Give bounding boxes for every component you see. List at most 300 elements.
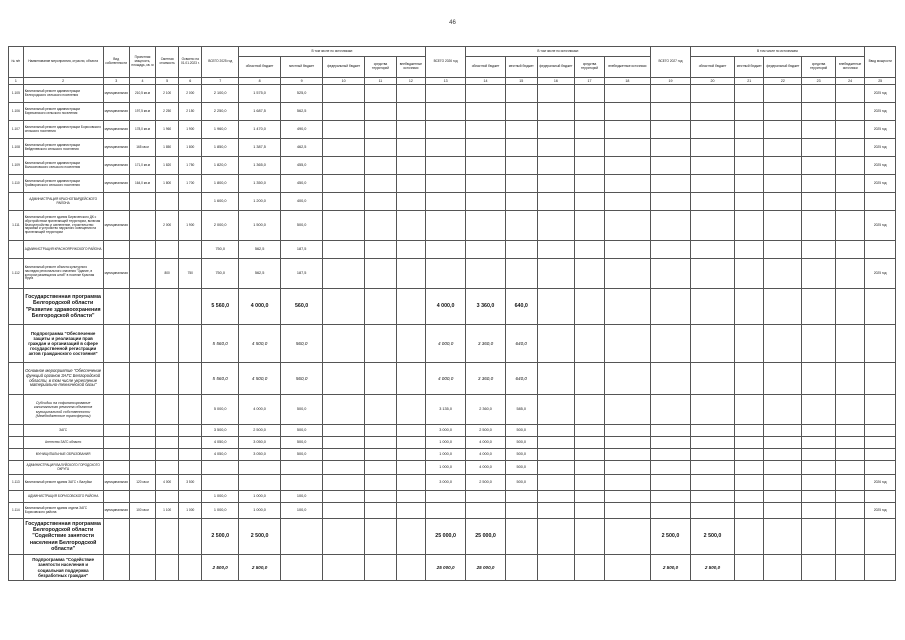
cell-local-2025: 400,0	[281, 193, 323, 211]
cell-regional-2025: 4 500,0	[239, 325, 281, 363]
row-cost: 4 000	[156, 475, 179, 491]
cell-regional-2027	[690, 85, 734, 103]
empty-cell	[835, 121, 864, 139]
column-number: 9	[281, 78, 323, 85]
table-row	[9, 121, 896, 139]
row-name: Капитальный ремонт здания ЗАГС г. Валуйки	[23, 475, 103, 491]
empty-cell	[651, 437, 691, 449]
cell-local-2026: 500,0	[505, 425, 537, 437]
cell-local-2025: 450,0	[281, 175, 323, 193]
table-row	[9, 85, 896, 103]
empty-cell	[396, 461, 425, 475]
cell-total-2026: 3 135,0	[426, 395, 466, 425]
empty-cell	[802, 461, 836, 475]
header-idx: № п/п	[9, 47, 24, 78]
row-completed: 2 000	[179, 85, 202, 103]
header-name: Наименование мероприятия, отрасли, объекта	[23, 47, 103, 78]
cell-local-2025: 500,0	[281, 437, 323, 449]
cell-regional-2025: 1 350,0	[239, 175, 281, 193]
cell-local-2025: 490,0	[281, 121, 323, 139]
header-local: местный бюджет	[735, 57, 764, 78]
cell-total-2025: 3 500,0	[202, 425, 239, 437]
cell-total-2027	[651, 103, 691, 121]
row-completed: 1 000	[179, 503, 202, 519]
empty-cell	[323, 175, 365, 193]
column-number: 1	[9, 78, 24, 85]
empty-cell	[323, 211, 365, 241]
empty-cell	[537, 157, 575, 175]
empty-cell	[735, 437, 764, 449]
cell-local-2027	[735, 259, 764, 289]
empty-cell	[575, 461, 604, 475]
row-commissioning: 2025 год	[865, 503, 896, 519]
row-name: Капитальный ремонт администрации Волоконовского сельского поселения	[23, 157, 103, 175]
header-territories: средства территорий	[365, 57, 397, 78]
cell-regional-2025: 2 500,0	[239, 425, 281, 437]
cell-regional-2025: 2 500,0	[239, 519, 281, 555]
cell-local-2025: 560,0	[281, 325, 323, 363]
empty-cell	[575, 175, 604, 193]
empty-cell	[802, 85, 836, 103]
cell-regional-2026	[466, 241, 506, 259]
empty-cell	[537, 85, 575, 103]
cell-total-2025: 1 000,0	[202, 503, 239, 519]
cell-regional-2026: 2 500,0	[466, 425, 506, 437]
empty-cell	[835, 103, 864, 121]
empty-cell	[537, 103, 575, 121]
cell-local-2026	[505, 139, 537, 157]
empty-cell	[690, 461, 734, 475]
cell-regional-2026: 4 000,0	[466, 461, 506, 475]
cell-total-2025: 2 100,0	[202, 85, 239, 103]
cell-regional-2027: 2 500,0	[690, 555, 734, 581]
cell-regional-2026: 2 360,0	[466, 395, 506, 425]
cell-local-2026: 640,0	[505, 289, 537, 325]
row-commissioning: 2025 год	[865, 157, 896, 175]
cell-regional-2025: 4 500,0	[239, 363, 281, 395]
event-row	[9, 395, 896, 425]
column-number: 11	[365, 78, 397, 85]
cell-local-2027	[735, 157, 764, 175]
cell-regional-2025: 1 365,0	[239, 157, 281, 175]
empty-cell	[156, 461, 179, 475]
cell-local-2026	[505, 259, 537, 289]
column-number: 2	[23, 78, 103, 85]
row-capacity	[129, 211, 155, 241]
column-number: 22	[764, 78, 802, 85]
cell-regional-2025: 1 500,0	[239, 211, 281, 241]
empty-cell	[323, 157, 365, 175]
empty-cell	[604, 241, 650, 259]
empty-cell	[323, 461, 365, 475]
empty-cell	[396, 211, 425, 241]
empty-cell	[179, 461, 202, 475]
empty-cell	[835, 157, 864, 175]
row-number: 1.112	[9, 259, 24, 289]
row-ownership: муниципальная	[103, 157, 129, 175]
cell-total-2025: 5 560,0	[202, 325, 239, 363]
row-commissioning: 2025 год	[865, 103, 896, 121]
cell-total-2026: 4 000,0	[426, 289, 466, 325]
cell-local-2026: 500,0	[505, 475, 537, 491]
row-number: 1.111	[9, 211, 24, 241]
empty-cell	[735, 449, 764, 461]
cell-regional-2025: 2 500,0	[239, 555, 281, 581]
row-ownership: муниципальная	[103, 503, 129, 519]
empty-cell	[651, 425, 691, 437]
empty-cell	[365, 193, 397, 211]
header-local: местный бюджет	[281, 57, 323, 78]
cell-regional-2027	[690, 103, 734, 121]
row-commissioning: 2025 год	[865, 139, 896, 157]
empty-cell	[604, 121, 650, 139]
subprogram-name: Подпрограмма "Содействие занятости населения и социальная поддержка безработных граждан"	[23, 555, 103, 581]
cell-regional-2025: 1 575,0	[239, 85, 281, 103]
cell-local-2025: 500,0	[281, 425, 323, 437]
table-row	[9, 475, 896, 491]
row-name: АДМИНИСТРАЦИЯ БОРИСОВСКОГО РАЙОНА	[23, 491, 103, 503]
empty-cell	[323, 103, 365, 121]
row-completed: 1 700	[179, 175, 202, 193]
header-incl-2: В том числе по источникам:	[466, 47, 651, 57]
column-number: 17	[575, 78, 604, 85]
table-row	[9, 103, 896, 121]
row-number: 1.106	[9, 103, 24, 121]
empty-cell	[537, 193, 575, 211]
cell-regional-2025: 562,5	[239, 259, 281, 289]
empty-cell	[365, 461, 397, 475]
cell-local-2025: 500,0	[281, 449, 323, 461]
cell-local-2025: 100,0	[281, 503, 323, 519]
cell-regional-2025: 562,5	[239, 241, 281, 259]
empty-cell	[835, 85, 864, 103]
row-commissioning: 2025 год	[865, 175, 896, 193]
cell-local-2027	[735, 193, 764, 211]
column-number: 15	[505, 78, 537, 85]
cell-local-2026: 500,0	[505, 461, 537, 475]
empty-cell	[604, 103, 650, 121]
empty-cell	[802, 425, 836, 437]
row-cost: 1 850	[156, 139, 179, 157]
empty-cell	[396, 241, 425, 259]
header-type: Вид собственности	[103, 47, 129, 78]
empty-cell	[764, 175, 802, 193]
cell-total-2025: 1 800,0	[202, 175, 239, 193]
cell-regional-2026	[466, 85, 506, 103]
row-number: 1.110	[9, 175, 24, 193]
table-row	[9, 193, 896, 211]
empty-cell	[604, 175, 650, 193]
row-cost: 2 000	[156, 211, 179, 241]
cell-total-2026: 3 000,0	[426, 475, 466, 491]
empty-cell	[365, 425, 397, 437]
cell-total-2026: 1 000,0	[426, 449, 466, 461]
row-commissioning	[865, 241, 896, 259]
cell-total-2025: 2 500,0	[202, 519, 239, 555]
cell-local-2025: 100,0	[281, 491, 323, 503]
row-cost: 800	[156, 259, 179, 289]
cell-total-2026	[426, 157, 466, 175]
empty-cell	[396, 193, 425, 211]
empty-cell	[575, 103, 604, 121]
empty-cell	[575, 425, 604, 437]
empty-cell	[764, 211, 802, 241]
column-number: 24	[835, 78, 864, 85]
empty-cell	[365, 103, 397, 121]
program-name: Государственная программа Белгородской области "Содействие занятости населения Белгородской области"	[23, 519, 103, 555]
empty-cell	[764, 437, 802, 449]
cell-total-2027: 2 500,0	[651, 555, 691, 581]
cell-local-2026	[505, 85, 537, 103]
empty-cell	[537, 211, 575, 241]
empty-cell	[103, 461, 129, 475]
cell-local-2026	[505, 157, 537, 175]
cell-total-2025: 2 250,0	[202, 103, 239, 121]
empty-cell	[537, 139, 575, 157]
empty-cell	[764, 449, 802, 461]
cell-total-2026: 1 000,0	[426, 461, 466, 475]
row-cost	[156, 193, 179, 211]
column-number: 13	[426, 78, 466, 85]
empty-cell	[764, 425, 802, 437]
column-number: 6	[179, 78, 202, 85]
cell-total-2025: 5 560,0	[202, 289, 239, 325]
empty-cell	[802, 259, 836, 289]
cell-total-2025: 5 000,0	[202, 395, 239, 425]
table-row	[9, 157, 896, 175]
empty-cell	[537, 461, 575, 475]
cell-local-2027	[735, 85, 764, 103]
column-number: 19	[651, 78, 691, 85]
table-row	[9, 449, 896, 461]
cell-total-2026	[426, 259, 466, 289]
cell-total-2026	[426, 85, 466, 103]
empty-cell	[129, 437, 155, 449]
empty-cell	[835, 425, 864, 437]
empty-cell	[103, 425, 129, 437]
cell-local-2025: 500,0	[281, 395, 323, 425]
cell-total-2025: 750,0	[202, 241, 239, 259]
cell-total-2027	[651, 193, 691, 211]
cell-local-2027	[735, 121, 764, 139]
empty-cell	[365, 211, 397, 241]
empty-cell	[396, 139, 425, 157]
cell-regional-2025: 1 687,5	[239, 103, 281, 121]
empty-cell	[802, 103, 836, 121]
empty-cell	[865, 449, 896, 461]
row-cost: 1 800	[156, 175, 179, 193]
empty-cell	[537, 259, 575, 289]
empty-cell	[537, 241, 575, 259]
empty-cell	[690, 449, 734, 461]
empty-cell	[537, 175, 575, 193]
empty-cell	[537, 121, 575, 139]
row-capacity: 197,5 кв.м	[129, 103, 155, 121]
empty-cell	[835, 437, 864, 449]
table-row	[9, 259, 896, 289]
empty-cell	[575, 259, 604, 289]
empty-cell	[764, 193, 802, 211]
empty-cell	[604, 139, 650, 157]
cell-regional-2026	[466, 121, 506, 139]
empty-cell	[396, 259, 425, 289]
empty-cell	[9, 437, 24, 449]
empty-cell	[835, 241, 864, 259]
page-number: 46	[449, 20, 456, 26]
cell-regional-2026	[466, 211, 506, 241]
empty-cell	[690, 437, 734, 449]
subprogram-row	[9, 325, 896, 363]
header-total-2025: ВСЕГО 2025 год	[202, 47, 239, 78]
cell-regional-2025: 1 000,0	[239, 503, 281, 519]
column-number: 25	[865, 78, 896, 85]
row-ownership: муниципальная	[103, 475, 129, 491]
cell-local-2025: 187,5	[281, 259, 323, 289]
cell-total-2026	[426, 211, 466, 241]
row-completed: 1 900	[179, 121, 202, 139]
empty-cell	[604, 461, 650, 475]
empty-cell	[9, 461, 24, 475]
event-name: Основное мероприятие "Обеспечение функций органов ЗАГС Белгородской области, в том числе укрепление материально-технической базы"	[23, 363, 103, 395]
cell-local-2026	[505, 193, 537, 211]
empty-cell	[764, 103, 802, 121]
header-extrabudget: внебюджетные источники	[604, 57, 650, 78]
empty-cell	[865, 437, 896, 449]
cell-local-2026: 585,0	[505, 395, 537, 425]
cell-total-2026: 4 000,0	[426, 325, 466, 363]
cell-regional-2026	[466, 103, 506, 121]
cell-total-2025: 1 600,0	[202, 193, 239, 211]
empty-cell	[365, 449, 397, 461]
row-name: Капитальный ремонт администрации Вейделевского сельского поселения	[23, 139, 103, 157]
cell-regional-2027	[690, 175, 734, 193]
empty-cell	[735, 425, 764, 437]
cell-local-2026	[505, 211, 537, 241]
cell-regional-2026: 3 360,0	[466, 289, 506, 325]
cell-local-2026: 640,0	[505, 325, 537, 363]
empty-cell	[396, 103, 425, 121]
empty-cell	[365, 437, 397, 449]
row-ownership: муниципальная	[103, 139, 129, 157]
empty-cell	[575, 437, 604, 449]
empty-cell	[323, 121, 365, 139]
cell-total-2027	[651, 175, 691, 193]
empty-cell	[802, 449, 836, 461]
row-ownership: муниципальная	[103, 85, 129, 103]
cell-regional-2025: 4 000,0	[239, 395, 281, 425]
empty-cell	[323, 193, 365, 211]
empty-cell	[575, 193, 604, 211]
cell-regional-2027	[690, 157, 734, 175]
event-row	[9, 363, 896, 395]
cell-local-2026: 640,0	[505, 363, 537, 395]
cell-total-2027	[651, 157, 691, 175]
table-row	[9, 425, 896, 437]
cell-local-2027	[735, 175, 764, 193]
table-row	[9, 503, 896, 519]
cell-local-2026	[505, 175, 537, 193]
empty-cell	[802, 193, 836, 211]
cell-total-2025: 4 050,0	[202, 437, 239, 449]
empty-cell	[764, 85, 802, 103]
empty-cell	[575, 121, 604, 139]
cell-regional-2026	[466, 139, 506, 157]
cell-regional-2026: 4 000,0	[466, 449, 506, 461]
column-number: 4	[129, 78, 155, 85]
row-number: 1.114	[9, 503, 24, 519]
empty-cell	[835, 449, 864, 461]
row-capacity: 100 кв.м	[129, 503, 155, 519]
cell-regional-2025: 1 470,0	[239, 121, 281, 139]
cell-local-2026: 500,0	[505, 437, 537, 449]
empty-cell	[103, 449, 129, 461]
cell-local-2027	[735, 103, 764, 121]
empty-cell	[323, 425, 365, 437]
cell-total-2027	[651, 139, 691, 157]
empty-cell	[764, 241, 802, 259]
empty-cell	[365, 121, 397, 139]
empty-cell	[802, 139, 836, 157]
empty-cell	[604, 437, 650, 449]
cell-local-2026	[505, 121, 537, 139]
empty-cell	[396, 157, 425, 175]
cell-total-2027	[651, 259, 691, 289]
table-row	[9, 139, 896, 157]
cell-total-2025	[202, 461, 239, 475]
empty-cell	[865, 425, 896, 437]
header-regional: областной бюджет	[239, 57, 281, 78]
empty-cell	[604, 425, 650, 437]
empty-cell	[156, 449, 179, 461]
table-row	[9, 437, 896, 449]
cell-total-2025: 1 000,0	[202, 491, 239, 503]
row-name: МУНИЦИПАЛЬНЫЕ ОБРАЗОВАНИЯ	[23, 449, 103, 461]
subprogram-name: Подпрограмма "Обеспечение защиты и реализации прав граждан и организаций в сфере государственной регистрации актов гражданского состояния"	[23, 325, 103, 363]
cell-total-2025: 2 000,0	[202, 211, 239, 241]
header-regional: областной бюджет	[466, 57, 506, 78]
cell-total-2027: 2 500,0	[651, 519, 691, 555]
empty-cell	[179, 425, 202, 437]
row-name: АДМИНИСТРАЦИЯ ВАЛУЙСКОГО ГОРОДСКОГО ОКРУГА	[23, 461, 103, 475]
row-number	[9, 193, 24, 211]
empty-cell	[9, 425, 24, 437]
cell-local-2025: 500,0	[281, 211, 323, 241]
row-name: ЗАГС	[23, 425, 103, 437]
cell-regional-2026: 4 000,0	[466, 437, 506, 449]
column-number: 23	[802, 78, 836, 85]
row-capacity: 120 кв.м	[129, 475, 155, 491]
cell-local-2025: 560,0	[281, 363, 323, 395]
cell-local-2025: 187,5	[281, 241, 323, 259]
cell-regional-2027	[690, 121, 734, 139]
empty-cell	[764, 157, 802, 175]
empty-cell	[365, 259, 397, 289]
empty-cell	[764, 461, 802, 475]
cell-total-2025: 5 560,0	[202, 363, 239, 395]
empty-cell	[396, 449, 425, 461]
empty-cell	[396, 425, 425, 437]
cell-regional-2027	[690, 259, 734, 289]
header-territories: средства территорий	[575, 57, 604, 78]
empty-cell	[156, 425, 179, 437]
row-ownership: муниципальная	[103, 259, 129, 289]
cell-regional-2027	[690, 241, 734, 259]
subprogram-row	[9, 555, 896, 581]
header-territories: средства территорий	[802, 57, 836, 78]
row-capacity: 171,0 кв.м	[129, 157, 155, 175]
header-regional: областной бюджет	[690, 57, 734, 78]
cell-total-2025: 1 960,0	[202, 121, 239, 139]
